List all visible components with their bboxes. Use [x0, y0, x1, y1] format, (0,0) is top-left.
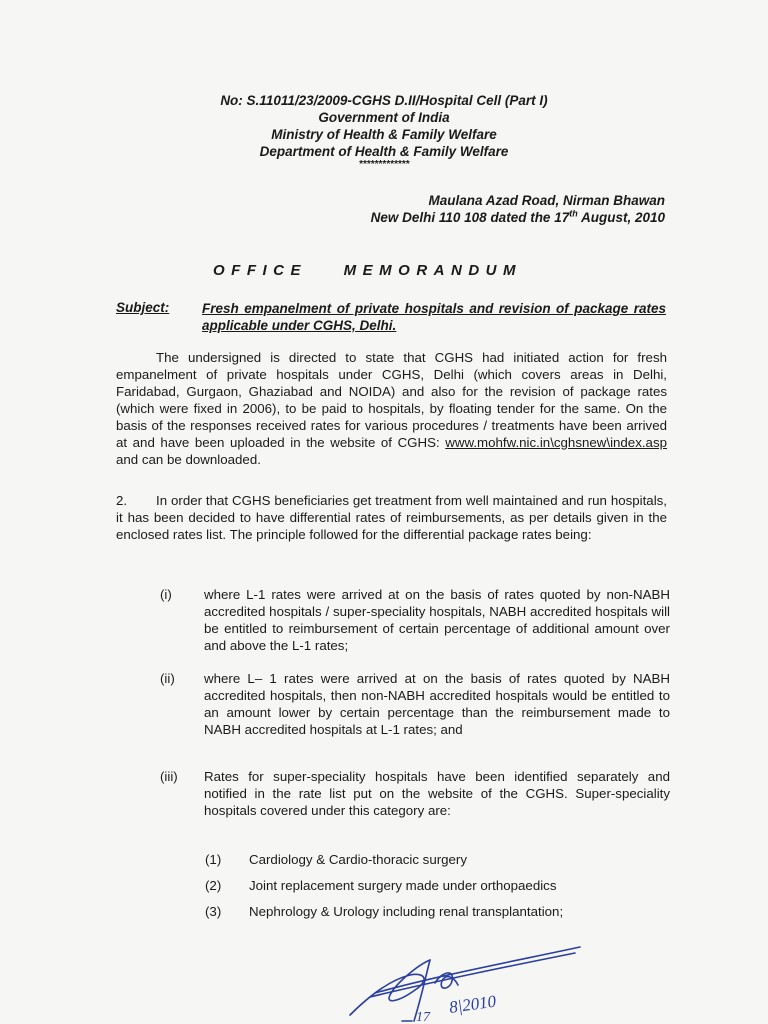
- address-block: [371, 192, 665, 226]
- reference-number: No: S.11011/23/2009-CGHS D.II/Hospital Cell (Part I): [220, 93, 548, 108]
- speciality-text: Cardiology & Cardio-thoracic surgery: [249, 852, 468, 867]
- item-text: Rates for super-speciality hospitals have been identified separately and notified in the rate list put on the website of the CGHS. Super-speciality hospitals covered under this category are:: [204, 769, 670, 818]
- paragraph-2-number: 2.: [116, 493, 128, 508]
- address-line-1: Maulana Azad Road, Nirman Bhawan: [428, 193, 665, 208]
- handwritten-signature: [330, 935, 600, 1024]
- paragraph-1-tail: and can be downloaded.: [116, 452, 261, 467]
- subject-label: Subject:: [116, 300, 170, 315]
- speciality-text: Nephrology & Urology including renal transplantation;: [249, 904, 564, 919]
- address-date-pre: New Delhi 110 108 dated the 17: [370, 210, 570, 225]
- speciality-number: (1): [205, 852, 222, 867]
- item-numeral: (i): [160, 587, 172, 602]
- signature-date: 8|2010: [447, 991, 498, 1017]
- paragraph-2-text: In order that CGHS beneficiaries get treatment from well maintained and run hospitals, it has been decided to have differential rates of reimbursements, as per details given in the enclosed rates list. The principle followed for the differential package rates being:: [116, 493, 667, 542]
- memo-title: OFFICE MEMORANDUM: [213, 262, 522, 279]
- date-ordinal-suffix: th: [569, 208, 578, 219]
- address-line-2: [371, 209, 665, 226]
- item-text: where L– 1 rates were arrived at on the basis of rates quoted by NABH accredited hospitals, then non-NABH accredited hospitals would be entitled to an amount lower by certain percentage than the reimbursement made to NABH accredited hospitals at L-1 rates; and: [204, 671, 670, 737]
- item-numeral: (iii): [160, 769, 178, 784]
- paragraph-2: [116, 492, 667, 543]
- government-name: Government of India: [318, 110, 450, 125]
- paragraph-1: [116, 349, 667, 468]
- item-text: where L-1 rates were arrived at on the basis of rates quoted by non-NABH accredited hospitals / super-speciality hospitals, NABH accredited hospitals will be entitled to reimbursement of certain percentage of additional amount over and above the L-1 rates;: [204, 587, 670, 653]
- address-date-post: August, 2010: [577, 210, 665, 225]
- signature-partial-text: 17: [416, 1010, 430, 1024]
- header-separator-stars: *************: [358, 159, 410, 170]
- department-name: Department of Health & Family Welfare: [259, 144, 509, 159]
- item-numeral: (ii): [160, 671, 175, 686]
- ministry-name: Ministry of Health & Family Welfare: [271, 127, 497, 142]
- website-link[interactable]: www.mohfw.nic.in\cghsnew\index.asp: [445, 435, 667, 450]
- subject-text: Fresh empanelment of private hospitals and revision of package rates applicable under CGHS, Delhi.: [202, 301, 666, 333]
- paragraph-1-text: The undersigned is directed to state that CGHS had initiated action for fresh empanelment of private hospitals under CGHS, Delhi (which covers areas in Delhi, Faridabad, Gurgaon, Ghaziabad and NOIDA) and also for the revision of package rates (which were fixed in 2006), to be paid to hospitals, by floating tender for the same. On the basis of the responses received rates for various procedures / treatments have been arrived at and have been uploaded in the website of CGHS:: [116, 350, 667, 450]
- speciality-number: (2): [205, 878, 222, 893]
- speciality-number: (3): [205, 904, 222, 919]
- speciality-text: Joint replacement surgery made under orthopaedics: [249, 878, 557, 893]
- document-header: [0, 92, 768, 170]
